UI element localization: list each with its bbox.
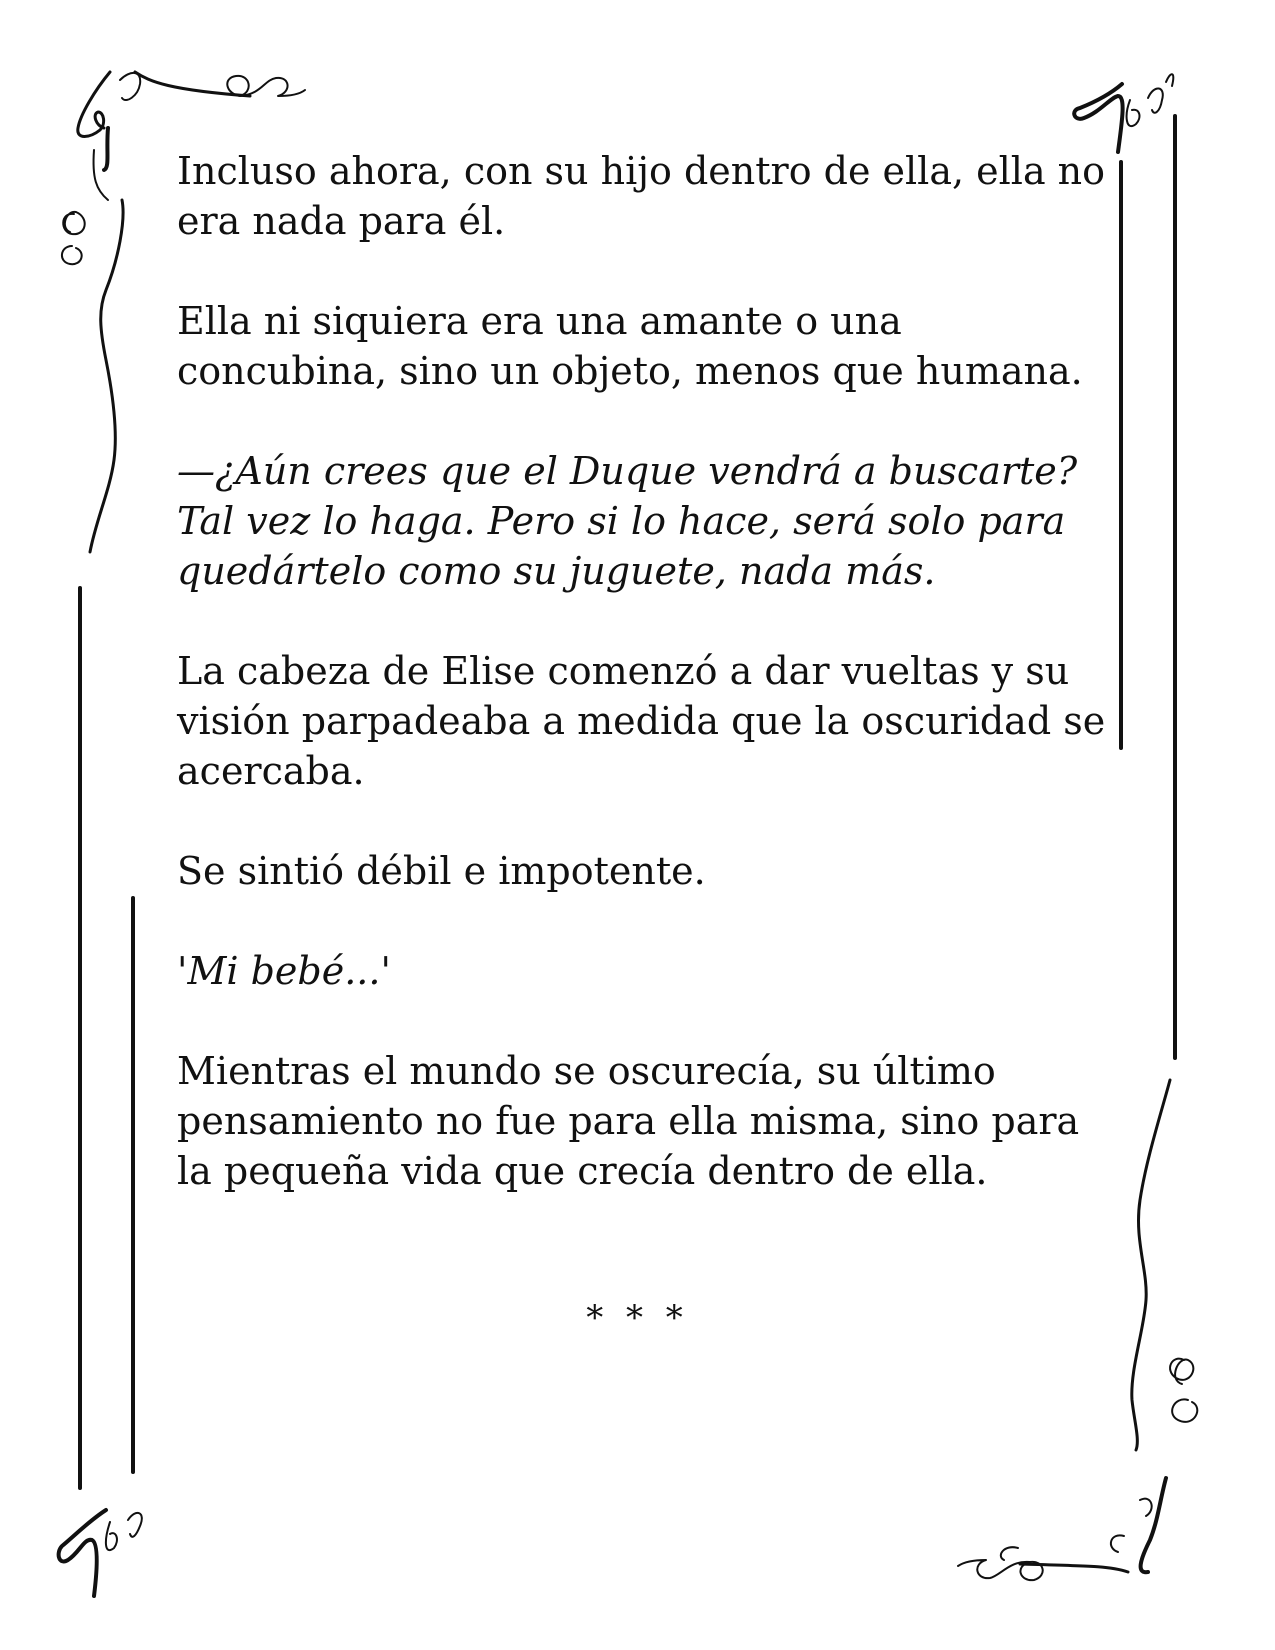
paragraph-2: Ella ni siquiera era una amante o una concubina, sino un objeto, menos que humana.: [177, 299, 1083, 393]
paragraph-5: Se sintió débil e impotente.: [177, 849, 706, 893]
flourish-top-right-icon: [1074, 74, 1173, 152]
paragraph-1: Incluso ahora, con su hijo dentro de ella, ella no era nada para él.: [177, 149, 1106, 243]
flourish-bottom-left-icon: [59, 1510, 142, 1596]
story-text: [177, 146, 1117, 1246]
scene-break-separator: * * *: [586, 1298, 689, 1338]
paragraph-3-dialogue: —¿Aún crees que el Duque vendrá a buscarte? Tal vez lo haga. Pero si lo hace, será solo para quedártelo como su juguete, nada más.: [177, 449, 1078, 593]
paragraph-4: La cabeza de Elise comenzó a dar vueltas y su visión parpadeaba a medida que la oscuridad se acercaba.: [177, 649, 1106, 793]
paragraph-6-thought: 'Mi bebé...': [177, 949, 391, 993]
paragraph-7: Mientras el mundo se oscurecía, su último pensamiento no fue para ella misma, sino para la pequeña vida que crecía dentro de ella.: [177, 1049, 1080, 1193]
